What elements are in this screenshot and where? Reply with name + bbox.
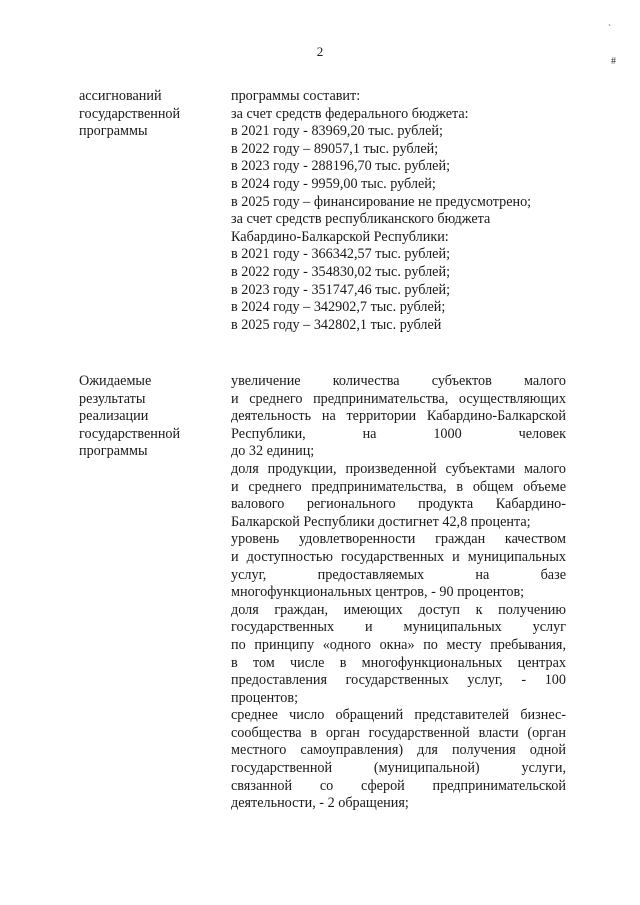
- row-label-line: реализации: [79, 408, 149, 425]
- page-number: 2: [316, 44, 324, 59]
- row-label-line: программы: [79, 443, 148, 460]
- content-line: государственной (муниципальной) услуги,: [231, 760, 566, 777]
- content-line: в 2025 году – финансирование не предусмотрено;: [231, 193, 532, 210]
- content-line: увеличение количества субъектов малого: [231, 373, 566, 389]
- content-line: в 2021 году - 83969,20 тыс. рублей;: [231, 123, 443, 140]
- content-line: и среднего предпринимательства, в общем объеме: [231, 478, 566, 495]
- content-line: многофункциональных центров, - 90 процентов;: [231, 584, 525, 601]
- row-label-line: государственной: [79, 105, 181, 122]
- row-content: [231, 88, 566, 334]
- content-line: валового регионального продукта Кабардино-: [231, 496, 566, 513]
- content-line: в 2025 году – 342802,1 тыс. рублей: [231, 316, 442, 333]
- scan-mark: #: [611, 56, 616, 67]
- content-line: в 2023 году - 288196,70 тыс. рублей;: [231, 158, 451, 175]
- content-line: и среднего предпринимательства, осуществляющих: [231, 390, 566, 407]
- content-line: процентов;: [231, 689, 299, 706]
- row-label: [79, 373, 209, 461]
- content-line: деятельности, - 2 обращения;: [231, 795, 409, 812]
- content-line: в 2022 году – 89057,1 тыс. рублей;: [231, 140, 439, 157]
- row-label-line: государственной: [79, 425, 181, 442]
- content-line: и доступностью государственных и муниципальных: [231, 548, 566, 565]
- content-line: доля продукции, произведенной субъектами малого: [231, 460, 566, 477]
- row-content: [231, 373, 566, 813]
- row-label: [79, 88, 209, 141]
- content-line: доля граждан, имеющих доступ к получению: [231, 601, 566, 618]
- row-label-line: программы: [79, 123, 148, 140]
- content-line: Республики, на 1000 человек: [231, 425, 566, 442]
- content-line: уровень удовлетворенности граждан качеством: [231, 531, 566, 548]
- content-line: в том числе в многофункциональных центрах: [231, 654, 566, 671]
- content-line: среднее число обращений представителей бизнес-: [231, 707, 566, 724]
- row-label-line: ассигнований: [79, 88, 162, 104]
- content-line: местного самоуправления) для получения одной: [231, 742, 566, 759]
- content-line: по принципу «одного окна» по месту пребывания,: [231, 636, 566, 653]
- content-line: услуг, предоставляемых на базе: [231, 566, 566, 583]
- content-line: в 2021 году - 366342,57 тыс. рублей;: [231, 246, 451, 263]
- content-line: государственных и муниципальных услуг: [231, 619, 566, 636]
- content-line: в 2024 году – 342902,7 тыс. рублей;: [231, 299, 446, 316]
- content-line: программы составит:: [231, 88, 361, 104]
- content-line: за счет средств федерального бюджета:: [231, 105, 469, 122]
- content-line: предоставления государственных услуг, - 100: [231, 672, 566, 689]
- scan-mark: `: [608, 24, 612, 35]
- content-line: за счет средств республиканского бюджета: [231, 211, 491, 228]
- content-line: в 2024 году - 9959,00 тыс. рублей;: [231, 175, 436, 192]
- content-line: в 2022 году - 354830,02 тыс. рублей;: [231, 263, 451, 280]
- content-line: Кабардино-Балкарской Республики:: [231, 228, 449, 245]
- content-line: Балкарской Республики достигнет 42,8 процента;: [231, 513, 531, 530]
- content-line: до 32 единиц;: [231, 443, 315, 460]
- row-label-line: результаты: [79, 390, 146, 407]
- row-label-line: Ожидаемые: [79, 373, 152, 389]
- content-line: сообщества в орган государственной власти (орган: [231, 724, 566, 741]
- content-line: в 2023 году - 351747,46 тыс. рублей;: [231, 281, 451, 298]
- content-line: связанной со сферой предпринимательской: [231, 777, 566, 794]
- content-line: деятельность на территории Кабардино-Балкарской: [231, 408, 566, 425]
